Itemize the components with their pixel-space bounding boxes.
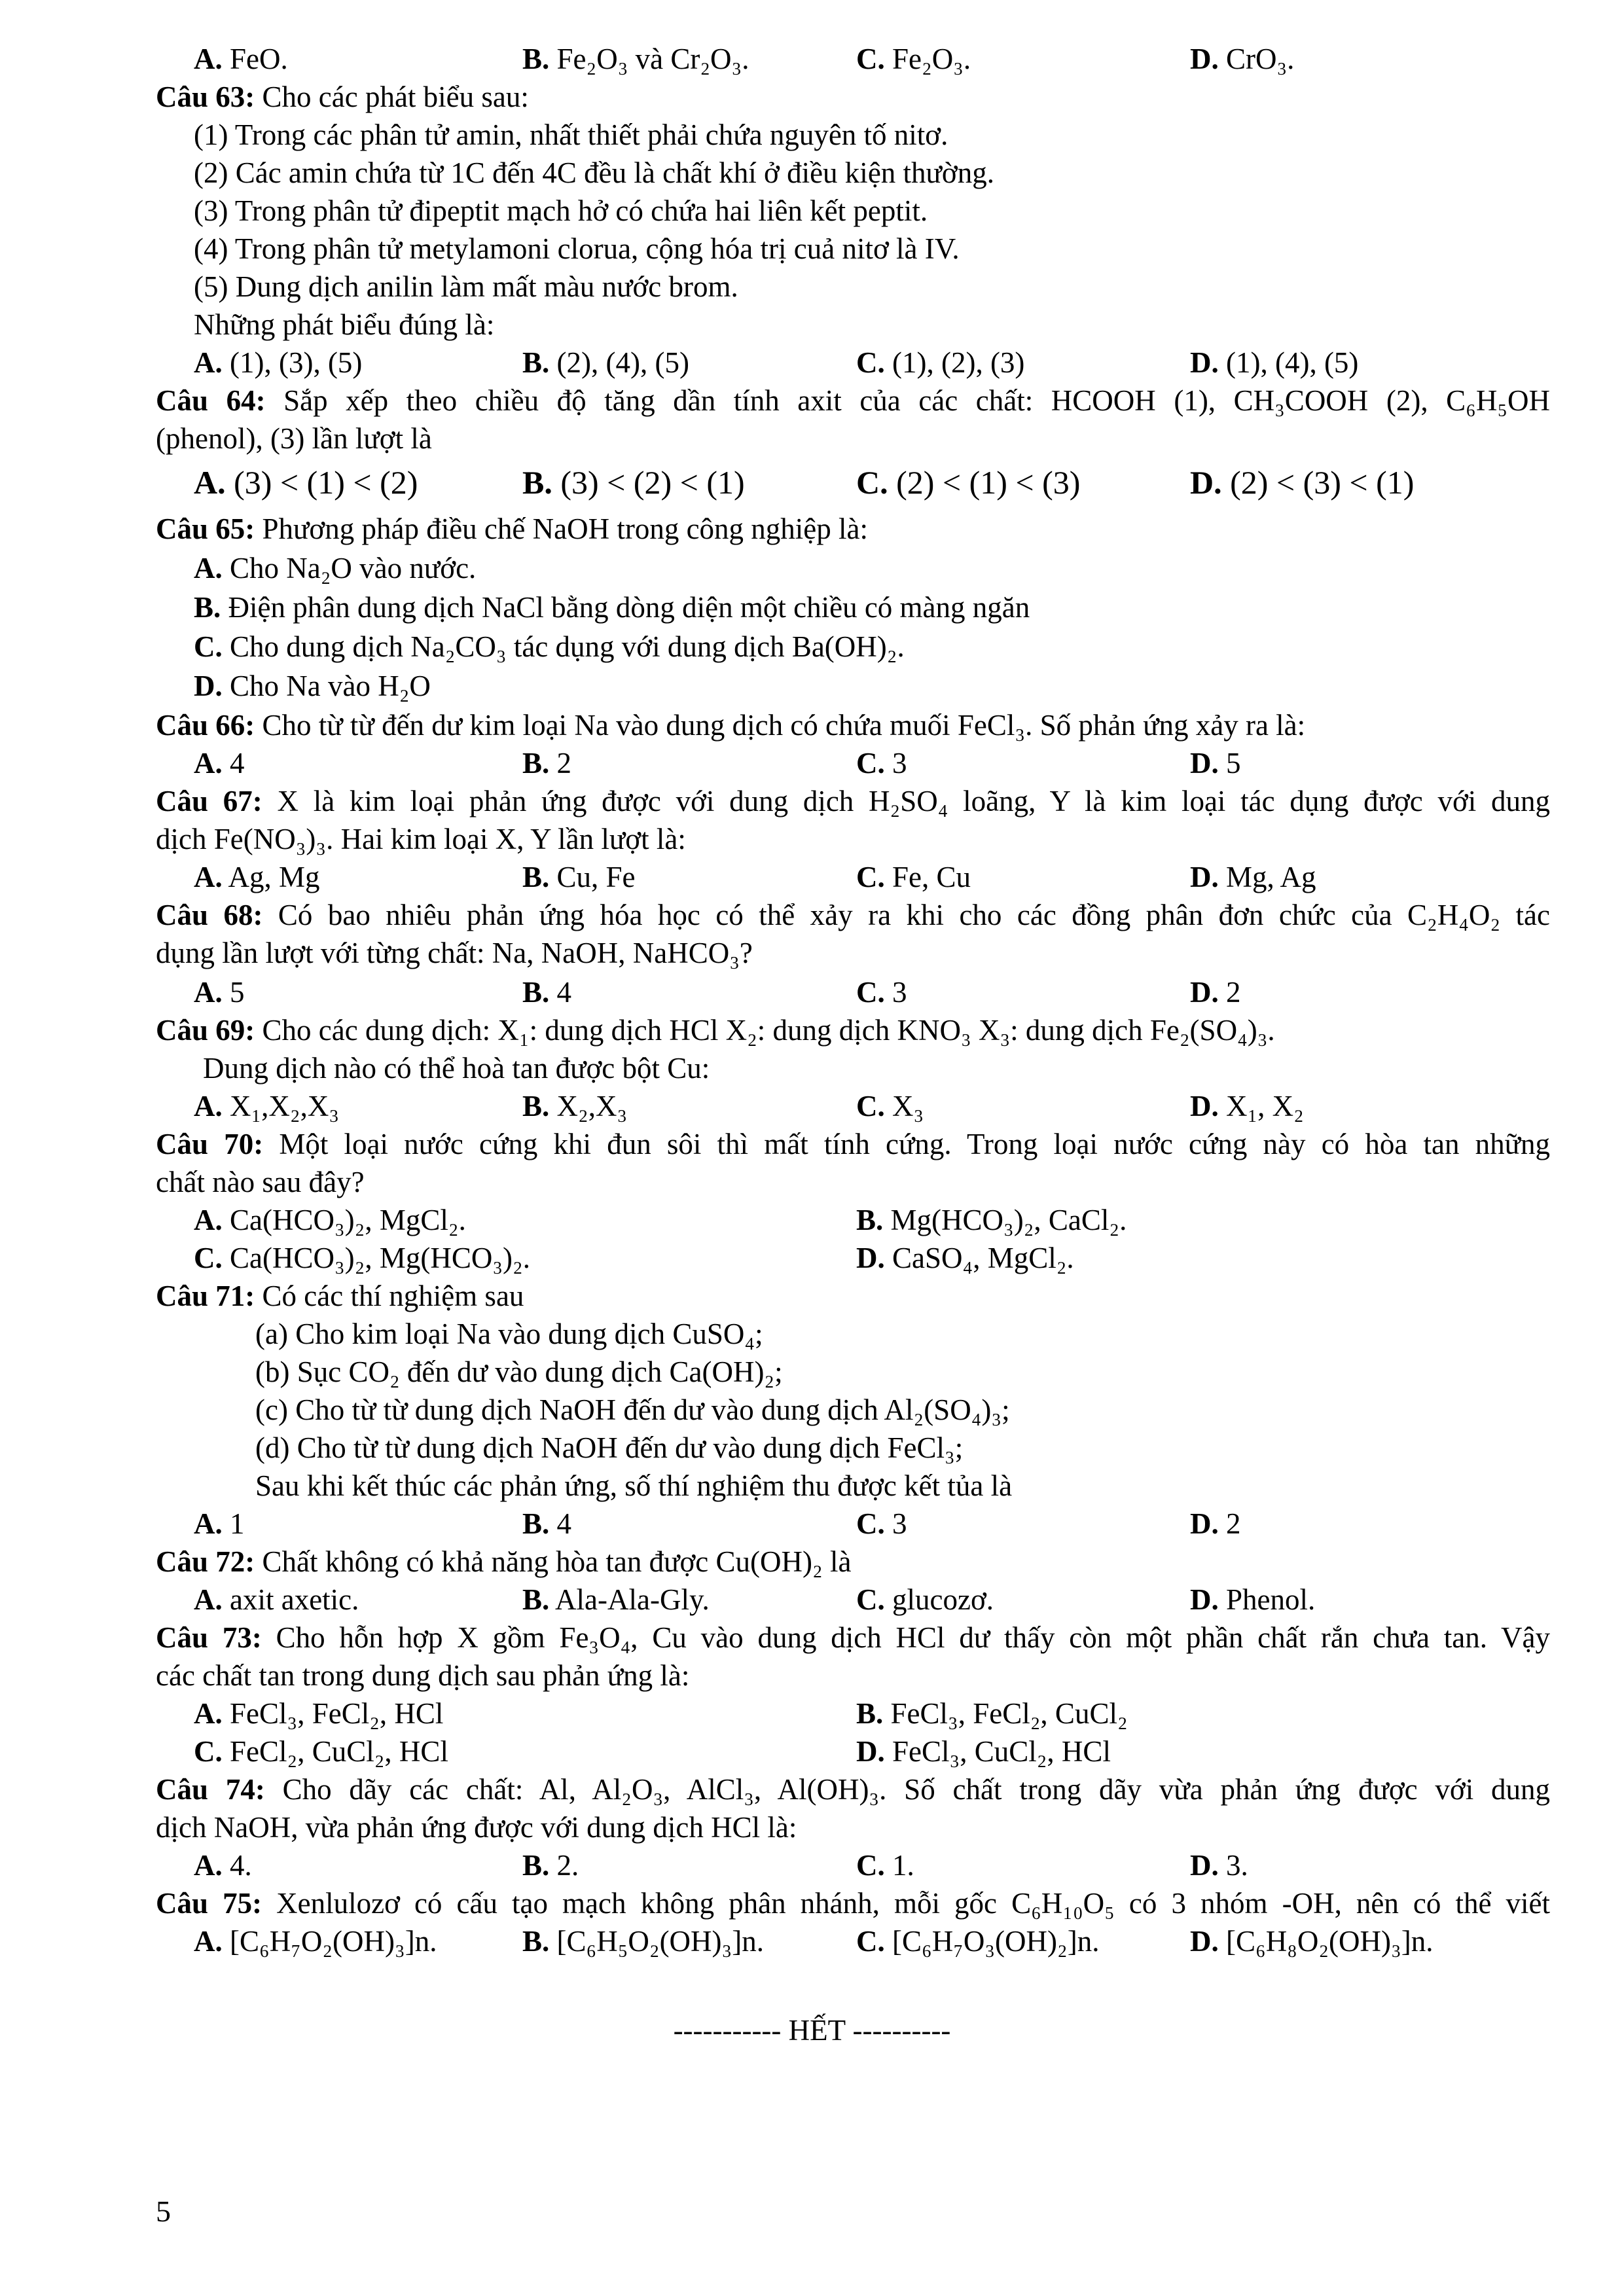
q74-text-line2: dịch NaOH, vừa phản ứng được với dung dịch HCl là: [156, 1811, 797, 1844]
q74-option-b: B. 2. [522, 1849, 579, 1882]
q73-option-c: C. FeCl₂, CuCl₂, HCl [194, 1735, 448, 1768]
q75-option-c: C. [C₆H₇O₃(OH)₂]n. [856, 1925, 1100, 1958]
q70-text-line1: Một loại nước cứng khi đun sôi thì mất tính cứng. Trong loại nước cứng này có hòa tan những [263, 1128, 1551, 1160]
q71-item-c: (c) Cho từ từ dung dịch NaOH đến dư vào dung dịch Al₂(SO₄)₃; [255, 1393, 1010, 1426]
q67-option-a: A. Ag, Mg [194, 861, 320, 893]
q71-label: Câu 71: [156, 1280, 255, 1312]
q75-stem [156, 1889, 1550, 1918]
q75-option-d: D. [C₆H₈O₂(OH)₃]n. [1190, 1925, 1434, 1958]
q72-option-b: B. Ala-Ala-Gly. [522, 1583, 710, 1616]
q65-option-d: D. Cho Na vào H₂O [194, 670, 431, 702]
q68-option-a: A. 5 [194, 976, 245, 1009]
q65-stem [156, 514, 868, 544]
q64-stem [156, 386, 1550, 416]
q71-option-b: B. 4 [522, 1507, 572, 1540]
q66-option-a: A. 4 [194, 747, 245, 780]
q63-option-a: A. (1), (3), (5) [194, 346, 363, 379]
q72-stem [156, 1547, 851, 1577]
q63-option-c: C. (1), (2), (3) [856, 346, 1025, 379]
q74-text-line1: Cho dãy các chất: Al, Al₂O₃, AlCl₃, Al(OH)₃. Số chất trong dãy vừa phản ứng được với dung [264, 1773, 1550, 1806]
q69-option-d: D. X₁, X₂ [1190, 1090, 1304, 1122]
q68-option-d: D. 2 [1190, 976, 1241, 1009]
q69-label: Câu 69: [156, 1014, 255, 1047]
q62-option-c: C. Fe₂O₃. [856, 43, 971, 75]
q75-label: Câu 75: [156, 1887, 262, 1920]
q69-option-b: B. X₂,X₃ [522, 1090, 628, 1122]
q73-stem [156, 1623, 1550, 1653]
q70-option-b: B. Mg(HCO₃)₂, CaCl₂. [856, 1204, 1127, 1236]
q67-option-d: D. Mg, Ag [1190, 861, 1316, 893]
q73-text-line2: các chất tan trong dung dịch sau phản ứng là: [156, 1659, 690, 1692]
q63-stem [156, 82, 529, 112]
q70-option-d: D. CaSO₄, MgCl₂. [856, 1242, 1074, 1274]
q74-option-a: A. 4. [194, 1849, 252, 1882]
q65-text: Phương pháp điều chế NaOH trong công nghiệp là: [255, 512, 869, 545]
q66-text: Cho từ từ đến dư kim loại Na vào dung dịch có chứa muối FeCl₃. Số phản ứng xảy ra là: [255, 709, 1306, 742]
q65-option-a: A. Cho Na₂O vào nước. [194, 552, 477, 584]
q70-option-c: C. Ca(HCO₃)₂, Mg(HCO₃)₂. [194, 1242, 530, 1274]
q65-label: Câu 65: [156, 512, 255, 545]
page-number: 5 [156, 2195, 171, 2228]
q66-stem [156, 711, 1305, 740]
q64-label: Câu 64: [156, 384, 266, 417]
q63-option-b: B. (2), (4), (5) [522, 346, 689, 379]
q64-option-b: B. (3) < (2) < (1) [522, 464, 745, 501]
q67-label: Câu 67: [156, 785, 262, 817]
q72-option-c: C. glucozơ. [856, 1583, 994, 1616]
q66-option-d: D. 5 [1190, 747, 1241, 780]
q62-option-d: D. CrO₃. [1190, 43, 1295, 75]
q63-item-3: (3) Trong phân tử đipeptit mạch hở có chứa hai liên kết peptit. [194, 194, 928, 227]
q71-option-d: D. 2 [1190, 1507, 1241, 1540]
q67-option-b: B. Cu, Fe [522, 861, 636, 893]
q69-stem [156, 1016, 1275, 1045]
q71-option-a: A. 1 [194, 1507, 245, 1540]
q71-item-b: (b) Sục CO₂ đến dư vào dung dịch Ca(OH)₂; [255, 1355, 783, 1388]
q64-option-c: C. (2) < (1) < (3) [856, 464, 1081, 501]
q71-text: Có các thí nghiệm sau [255, 1280, 524, 1312]
q68-text-line2: dụng lần lượt với từng chất: Na, NaOH, NaHCO₃? [156, 937, 753, 969]
q67-stem [156, 787, 1550, 816]
q68-label: Câu 68: [156, 899, 263, 931]
q70-stem [156, 1130, 1550, 1159]
q75-option-a: A. [C₆H₇O₂(OH)₃]n. [194, 1925, 437, 1958]
q73-option-b: B. FeCl₃, FeCl₂, CuCl₂ [856, 1697, 1128, 1730]
q70-label: Câu 70: [156, 1128, 264, 1160]
q68-stem [156, 901, 1550, 930]
q67-text-line1: X là kim loại phản ứng được với dung dịch H₂SO₄ loãng, Y là kim loại tác dụng được với dung [262, 785, 1550, 817]
q74-stem [156, 1775, 1550, 1804]
q74-label: Câu 74: [156, 1773, 265, 1806]
q70-text-line2: chất nào sau đây? [156, 1166, 365, 1198]
q71-option-c: C. 3 [856, 1507, 907, 1540]
q65-option-b: B. Điện phân dung dịch NaCl bằng dòng diện một chiều có màng ngăn [194, 591, 1030, 624]
q66-option-b: B. 2 [522, 747, 572, 780]
q71-stem [156, 1282, 524, 1311]
q66-label: Câu 66: [156, 709, 255, 742]
q62-option-b: B. Fe₂O₃ và Cr₂O₃. [522, 43, 749, 75]
q71-prompt: Sau khi kết thúc các phản ứng, số thí nghiệm thu được kết tủa là [255, 1469, 1013, 1502]
q63-item-1: (1) Trong các phân tử amin, nhất thiết phải chứa nguyên tố nitơ. [194, 118, 948, 151]
q74-option-d: D. 3. [1190, 1849, 1248, 1882]
q63-item-4: (4) Trong phân tử metylamoni clorua, cộng hóa trị cuả nitơ là IV. [194, 232, 960, 265]
q73-label: Câu 73: [156, 1621, 262, 1654]
q72-label: Câu 72: [156, 1545, 255, 1578]
q63-item-5: (5) Dung dịch anilin làm mất màu nước brom. [194, 270, 738, 303]
q72-option-a: A. axit axetic. [194, 1583, 359, 1616]
q72-option-d: D. Phenol. [1190, 1583, 1316, 1616]
q69-option-a: A. X₁,X₂,X₃ [194, 1090, 340, 1122]
q64-text-line1: Sắp xếp theo chiều độ tăng dần tính axit của các chất: HCOOH (1), CH₃COOH (2), C₆H₅OH [265, 384, 1550, 417]
q75-text: Xenlulozơ có cấu tạo mạch không phân nhánh, mỗi gốc C₆H₁₀O₅ có 3 nhóm -OH, nên có thể viết [262, 1887, 1550, 1920]
q63-option-d: D. (1), (4), (5) [1190, 346, 1359, 379]
q64-option-a: A. (3) < (1) < (2) [194, 464, 418, 501]
q73-text-line1: Cho hỗn hợp X gồm Fe₃O₄, Cu vào dung dịch HCl dư thấy còn một phần chất rắn chưa tan. Vậy [261, 1621, 1550, 1654]
q69-option-c: C. X₃ [856, 1090, 924, 1122]
end-marker: ----------- HẾT ---------- [673, 2014, 951, 2047]
q66-option-c: C. 3 [856, 747, 907, 780]
q65-option-c: C. Cho dung dịch Na₂CO₃ tác dụng với dung dịch Ba(OH)₂. [194, 630, 905, 663]
q69-text: Cho các dung dịch: X₁: dung dịch HCl X₂: dung dịch KNO₃ X₃: dung dịch Fe₂(SO₄)₃. [255, 1014, 1275, 1047]
q67-option-c: C. Fe, Cu [856, 861, 971, 893]
q68-option-b: B. 4 [522, 976, 572, 1009]
q73-option-d: D. FeCl₃, CuCl₂, HCl [856, 1735, 1111, 1768]
q75-option-b: B. [C₆H₅O₂(OH)₃]n. [522, 1925, 764, 1958]
q74-option-c: C. 1. [856, 1849, 914, 1882]
q68-option-c: C. 3 [856, 976, 907, 1009]
q63-item-2: (2) Các amin chứa từ 1C đến 4C đều là chất khí ở điều kiện thường. [194, 156, 994, 189]
q72-text: Chất không có khả năng hòa tan được Cu(OH)₂ là [255, 1545, 852, 1578]
q68-text-line1: Có bao nhiêu phản ứng hóa học có thể xảy ra khi cho các đồng phân đơn chức của C₂H₄O₂ tác [262, 899, 1551, 931]
q63-label: Câu 63: [156, 81, 255, 113]
q63-prompt: Những phát biểu đúng là: [194, 308, 495, 341]
q64-option-d: D. (2) < (3) < (1) [1190, 464, 1415, 501]
q67-text-line2: dịch Fe(NO₃)₃. Hai kim loại X, Y lần lượt là: [156, 823, 686, 855]
q63-text: Cho các phát biểu sau: [255, 81, 529, 113]
q73-option-a: A. FeCl₃, FeCl₂, HCl [194, 1697, 444, 1730]
q64-text-line2: (phenol), (3) lần lượt là [156, 422, 432, 455]
q69-subprompt: Dung dịch nào có thể hoà tan được bột Cu: [203, 1052, 710, 1085]
q71-item-d: (d) Cho từ từ dung dịch NaOH đến dư vào dung dịch FeCl₃; [255, 1431, 964, 1464]
q62-option-a: A. FeO. [194, 43, 288, 75]
q71-item-a: (a) Cho kim loại Na vào dung dịch CuSO₄; [255, 1318, 763, 1350]
q70-option-a: A. Ca(HCO₃)₂, MgCl₂. [194, 1204, 466, 1236]
